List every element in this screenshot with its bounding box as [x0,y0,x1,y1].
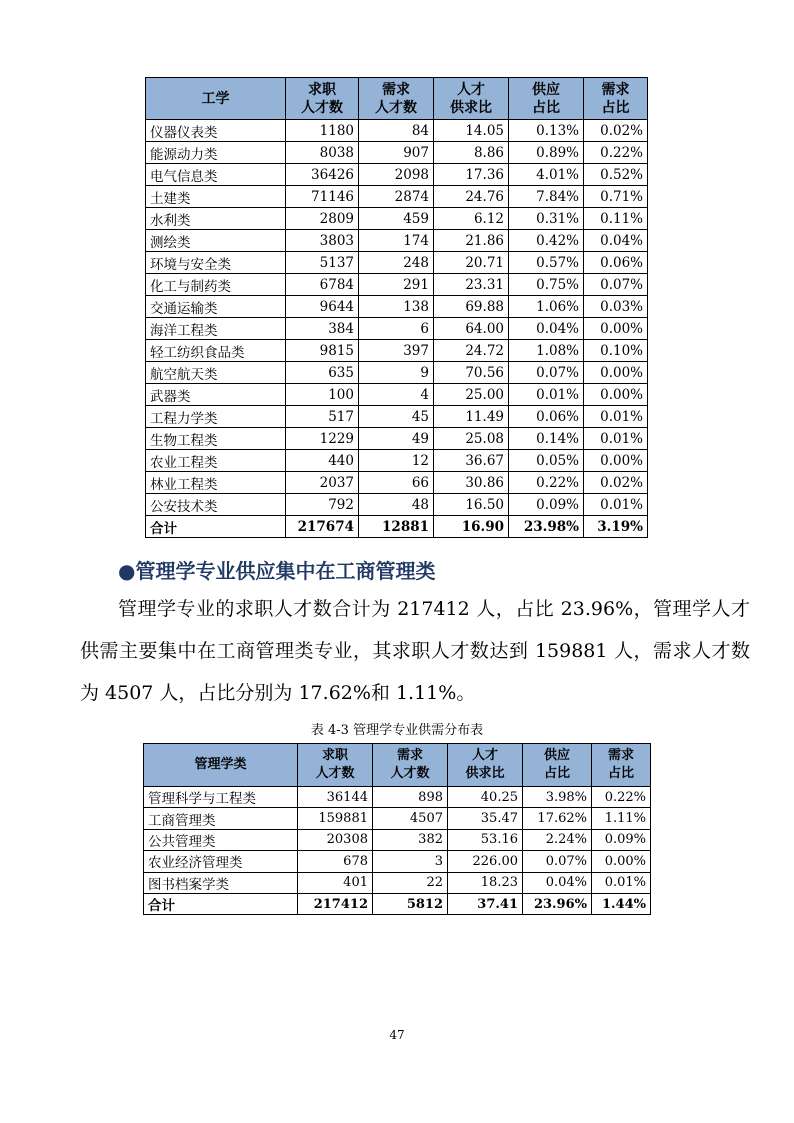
table-row [144,851,651,872]
category-cell: 工商管理类 [144,808,298,829]
value-cell: 0.07% [584,274,648,296]
value-cell: 70.56 [434,362,509,384]
value-cell: 20.71 [434,252,509,274]
value-cell: 0.00% [584,318,648,340]
value-cell: 0.06% [584,252,648,274]
value-cell: 24.76 [434,186,509,208]
column-header: 管理学类 [144,744,298,787]
table-row [144,808,651,829]
category-cell: 管理科学与工程类 [144,787,298,808]
table-row [146,406,648,428]
table-row [146,186,648,208]
value-cell: 3.19% [584,516,648,538]
value-cell: 0.42% [509,230,584,252]
value-cell: 0.06% [509,406,584,428]
value-cell: 71146 [286,186,359,208]
value-cell: 0.00% [592,851,651,872]
value-cell: 0.03% [584,296,648,318]
value-cell: 25.00 [434,384,509,406]
value-cell: 9 [359,362,434,384]
table-row [146,318,648,340]
category-cell: 林业工程类 [146,472,286,494]
category-cell: 海洋工程类 [146,318,286,340]
value-cell: 8.86 [434,142,509,164]
category-cell: 仪器仪表类 [146,120,286,142]
table-row [146,230,648,252]
category-cell: 土建类 [146,186,286,208]
table-row [146,164,648,186]
value-cell: 18.23 [448,872,523,893]
value-cell: 9815 [286,340,359,362]
value-cell: 0.07% [509,362,584,384]
value-cell: 0.13% [509,120,584,142]
value-cell: 440 [286,450,359,472]
value-cell: 635 [286,362,359,384]
value-cell: 907 [359,142,434,164]
value-cell: 11.49 [434,406,509,428]
value-cell: 6784 [286,274,359,296]
value-cell: 0.09% [592,829,651,850]
category-cell: 合计 [146,516,286,538]
value-cell: 0.14% [509,428,584,450]
value-cell: 22 [373,872,448,893]
column-header: 供应 占比 [523,744,592,787]
value-cell: 6 [359,318,434,340]
value-cell: 3.98% [523,787,592,808]
value-cell: 3 [373,851,448,872]
value-cell: 1.08% [509,340,584,362]
category-cell: 工程力学类 [146,406,286,428]
value-cell: 217412 [298,893,373,914]
value-cell: 0.00% [584,384,648,406]
value-cell: 397 [359,340,434,362]
category-cell: 公共管理类 [144,829,298,850]
value-cell: 1.06% [509,296,584,318]
category-cell: 生物工程类 [146,428,286,450]
value-cell: 2098 [359,164,434,186]
value-cell: 174 [359,230,434,252]
value-cell: 9644 [286,296,359,318]
column-header: 需求 人才数 [359,78,434,120]
value-cell: 36426 [286,164,359,186]
value-cell: 2037 [286,472,359,494]
value-cell: 24.72 [434,340,509,362]
value-cell: 1.11% [592,808,651,829]
table-row [144,872,651,893]
value-cell: 0.01% [509,384,584,406]
column-header: 需求 人才数 [373,744,448,787]
value-cell: 0.00% [584,362,648,384]
value-cell: 0.01% [584,494,648,516]
value-cell: 0.01% [584,428,648,450]
category-cell: 电气信息类 [146,164,286,186]
value-cell: 64.00 [434,318,509,340]
value-cell: 0.02% [584,472,648,494]
value-cell: 30.86 [434,472,509,494]
value-cell: 0.22% [509,472,584,494]
value-cell: 0.04% [584,230,648,252]
value-cell: 0.05% [509,450,584,472]
value-cell: 0.04% [509,318,584,340]
value-cell: 3803 [286,230,359,252]
value-cell: 0.02% [584,120,648,142]
value-cell: 0.22% [592,787,651,808]
total-row [146,516,648,538]
value-cell: 37.41 [448,893,523,914]
value-cell: 382 [373,829,448,850]
category-cell: 测绘类 [146,230,286,252]
category-cell: 图书档案学类 [144,872,298,893]
header-row [146,78,648,120]
table-row [146,296,648,318]
section-heading: ●管理学专业供应集中在工商管理类 [118,559,436,583]
value-cell: 0.00% [584,450,648,472]
value-cell: 138 [359,296,434,318]
value-cell: 792 [286,494,359,516]
table-caption: 表 4-3 管理学专业供需分布表 [310,723,484,738]
category-cell: 能源动力类 [146,142,286,164]
value-cell: 4 [359,384,434,406]
value-cell: 48 [359,494,434,516]
value-cell: 36144 [298,787,373,808]
value-cell: 0.75% [509,274,584,296]
category-cell: 化工与制药类 [146,274,286,296]
value-cell: 0.22% [584,142,648,164]
column-header: 供应 占比 [509,78,584,120]
value-cell: 45 [359,406,434,428]
value-cell: 20308 [298,829,373,850]
management-supply-demand-table [143,743,651,915]
value-cell: 12881 [359,516,434,538]
value-cell: 291 [359,274,434,296]
column-header: 求职 人才数 [298,744,373,787]
value-cell: 8038 [286,142,359,164]
value-cell: 517 [286,406,359,428]
table-row [146,428,648,450]
value-cell: 0.09% [509,494,584,516]
table-row [146,340,648,362]
total-row [144,893,651,914]
value-cell: 217674 [286,516,359,538]
value-cell: 401 [298,872,373,893]
value-cell: 0.07% [523,851,592,872]
value-cell: 1180 [286,120,359,142]
value-cell: 17.36 [434,164,509,186]
value-cell: 159881 [298,808,373,829]
table-row [146,120,648,142]
value-cell: 678 [298,851,373,872]
value-cell: 66 [359,472,434,494]
table-row [146,362,648,384]
value-cell: 384 [286,318,359,340]
value-cell: 0.01% [584,406,648,428]
value-cell: 2809 [286,208,359,230]
table-row [144,787,651,808]
page-number: 47 [389,1028,405,1042]
value-cell: 248 [359,252,434,274]
header-row [144,744,651,787]
value-cell: 23.96% [523,893,592,914]
value-cell: 0.52% [584,164,648,186]
category-cell: 交通运输类 [146,296,286,318]
value-cell: 40.25 [448,787,523,808]
value-cell: 5137 [286,252,359,274]
section-paragraph: 管理学专业的求职人才数合计为 217412 人，占比 23.96%，管理学人才供需主要集中在工商管理类专业，其求职人才数达到 159881 人，需求人才数为 4507 人，占比分别为 17.62%和 1.11%。 [80,598,750,704]
value-cell: 0.89% [509,142,584,164]
value-cell: 226.00 [448,851,523,872]
column-header: 人才 供求比 [434,78,509,120]
value-cell: 5812 [373,893,448,914]
engineering-supply-demand-table [145,77,648,538]
value-cell: 2.24% [523,829,592,850]
value-cell: 2874 [359,186,434,208]
value-cell: 23.98% [509,516,584,538]
value-cell: 84 [359,120,434,142]
value-cell: 69.88 [434,296,509,318]
value-cell: 0.57% [509,252,584,274]
table-row [146,274,648,296]
category-cell: 航空航天类 [146,362,286,384]
table-row [146,450,648,472]
value-cell: 1229 [286,428,359,450]
value-cell: 16.50 [434,494,509,516]
category-cell: 水利类 [146,208,286,230]
category-cell: 公安技术类 [146,494,286,516]
value-cell: 459 [359,208,434,230]
value-cell: 53.16 [448,829,523,850]
table-row [146,142,648,164]
value-cell: 0.01% [592,872,651,893]
value-cell: 0.71% [584,186,648,208]
category-cell: 环境与安全类 [146,252,286,274]
column-header: 需求 占比 [584,78,648,120]
table-row [146,494,648,516]
table-row [146,472,648,494]
value-cell: 36.67 [434,450,509,472]
category-cell: 武器类 [146,384,286,406]
value-cell: 35.47 [448,808,523,829]
table-row [146,384,648,406]
category-cell: 农业工程类 [146,450,286,472]
value-cell: 49 [359,428,434,450]
value-cell: 14.05 [434,120,509,142]
value-cell: 0.31% [509,208,584,230]
category-cell: 轻工纺织食品类 [146,340,286,362]
value-cell: 7.84% [509,186,584,208]
value-cell: 4.01% [509,164,584,186]
value-cell: 0.11% [584,208,648,230]
category-cell: 农业经济管理类 [144,851,298,872]
value-cell: 0.10% [584,340,648,362]
value-cell: 12 [359,450,434,472]
column-header: 人才 供求比 [448,744,523,787]
column-header: 求职 人才数 [286,78,359,120]
column-header: 工学 [146,78,286,120]
value-cell: 17.62% [523,808,592,829]
table-row [146,252,648,274]
value-cell: 1.44% [592,893,651,914]
value-cell: 0.04% [523,872,592,893]
column-header: 需求 占比 [592,744,651,787]
category-cell: 合计 [144,893,298,914]
table-row [146,208,648,230]
value-cell: 25.08 [434,428,509,450]
value-cell: 4507 [373,808,448,829]
value-cell: 898 [373,787,448,808]
value-cell: 16.90 [434,516,509,538]
value-cell: 100 [286,384,359,406]
value-cell: 6.12 [434,208,509,230]
table-row [144,829,651,850]
value-cell: 21.86 [434,230,509,252]
value-cell: 23.31 [434,274,509,296]
